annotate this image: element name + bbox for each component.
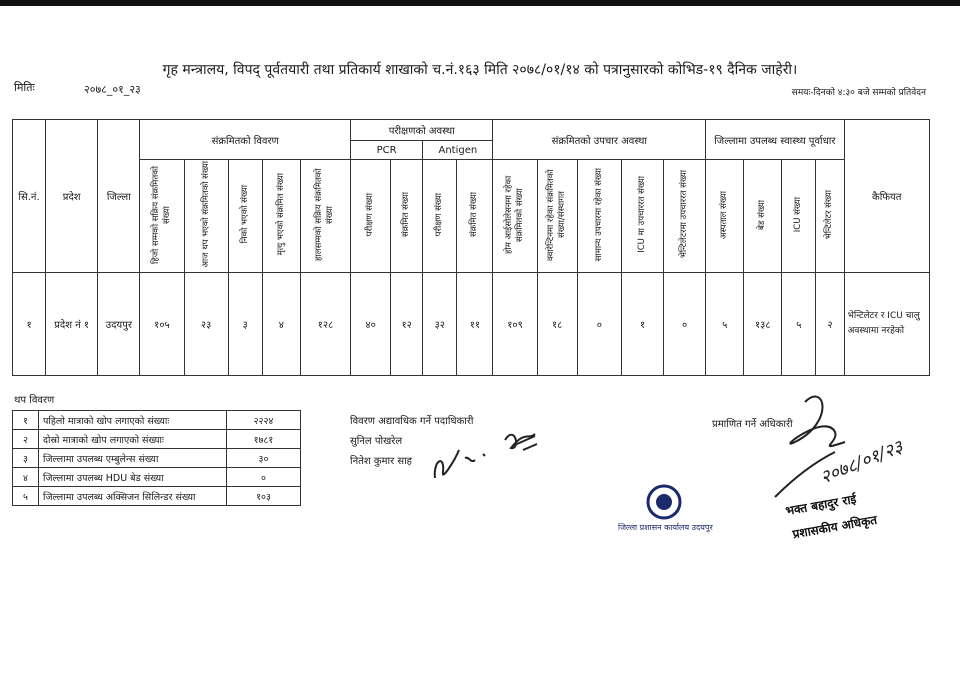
data-cell: १३८ (744, 273, 782, 376)
extra-label: पहिलो मात्राको खोप लगाएको संख्याः (39, 411, 227, 430)
subcol-header: निको भएको संख्या (228, 160, 262, 273)
data-cell: २ (816, 273, 844, 376)
data-cell: ३ (228, 273, 262, 376)
data-cell: ११ (457, 273, 493, 376)
extra-sn: ४ (13, 468, 39, 487)
subcol-header: सामान्य उपचारमा रहेका संख्या (577, 160, 621, 273)
subcol-header: परीक्षण संख्या (351, 160, 391, 273)
subcol-header: भेन्टिलेटर संख्या (816, 160, 844, 273)
office-stamp (612, 480, 713, 560)
extra-row (13, 411, 301, 430)
extra-sn: २ (13, 430, 39, 449)
approver-name: भक्त बहादुर राई (784, 491, 858, 519)
header-remarks: कैफियत (844, 120, 929, 273)
row-district: उदयपुर (98, 273, 140, 376)
extra-sn: १ (13, 411, 39, 430)
extra-row (13, 468, 301, 487)
data-cell: ० (664, 273, 706, 376)
extra-value: १७८१ (227, 430, 301, 449)
header-treatment-group: संक्रमितको उपचार अवस्था (493, 120, 706, 160)
data-cell: १८ (537, 273, 577, 376)
row-remarks: भेन्टिलेटर र ICU चालु अवस्थामा नरहेको (844, 273, 929, 376)
header-province: प्रदेश (46, 120, 98, 273)
extra-details-table (12, 410, 301, 506)
subcol-header: बेड संख्या (744, 160, 782, 273)
data-cell: १२ (391, 273, 423, 376)
subcol-header: अस्पताल संख्या (706, 160, 744, 273)
preparer-name-1: सुनिल पोखरेल (350, 436, 403, 447)
stamp-text: जिल्ला प्रशासन कार्यालय उदयपुर (618, 523, 713, 532)
extra-label: जिल्लामा उपलब्ध अक्सिजन सिलिन्डर संख्या (39, 487, 227, 506)
data-cell: ४ (262, 273, 300, 376)
handwritten-date: २०७८/०१/२३ (817, 436, 906, 489)
subcol-header: परीक्षण संख्या (423, 160, 457, 273)
page-title: गृह मन्त्रालय, विपद् पूर्वतयारी तथा प्रतिकार्य शाखाको च.नं.१६३ मिति २०७८/०१/१४ को पत्रानुसारको कोभिड-१९ दैनिक जाहेरी। (162, 62, 798, 78)
subcol-header: क्वारेन्टिनमा रहेका संक्रमितको संख्या/संस्थागत (537, 160, 577, 273)
header-infected-group: संक्रमितको विवरण (140, 120, 351, 160)
subcol-header: ICU संख्या (782, 160, 816, 273)
extra-label: जिल्लामा उपलब्ध एम्बुलेन्स संख्या (39, 449, 227, 468)
time-note: समयः-दिनको ४:३० बजे सम्मको प्रतिवेदन (791, 88, 926, 98)
preparer-label: विवरण अद्यावधिक गर्ने पदाधिकारी (350, 416, 474, 427)
data-cell: ५ (782, 273, 816, 376)
subcol-header: ICU मा उपचाररत संख्या (621, 160, 663, 273)
header-antigen: Antigen (423, 141, 493, 160)
subcol-header: भेन्टिलेटरमा उपचाररत संख्या (664, 160, 706, 273)
extra-value: ० (227, 468, 301, 487)
approver-signature (765, 372, 885, 512)
subcol-header: हिजो सम्मको सक्रिय संक्रमितको संख्या (140, 160, 184, 273)
header-health-group: जिल्लामा उपलब्ध स्वास्थ्य पूर्वाधार (706, 120, 844, 160)
extra-label: दोस्रो मात्राको खोप लगाएको संख्याः (39, 430, 227, 449)
approver-title: प्रशासकीय अधिकृत (791, 512, 879, 542)
subcol-header: संक्रमित संख्या (457, 160, 493, 273)
extra-value: २२२४ (227, 411, 301, 430)
subcol-header: होम आईसोलेसनमा रहेका संक्रमितको संख्या (493, 160, 537, 273)
approver-label: प्रमाणित गर्ने अधिकारी (712, 419, 793, 430)
subcol-header: हालसम्मको सक्रिय संक्रमितको संख्या (300, 160, 350, 273)
header-district: जिल्ला (98, 120, 140, 273)
header-sn: सि.नं. (13, 120, 46, 273)
data-cell: १२८ (300, 273, 350, 376)
extra-row (13, 449, 301, 468)
extra-label: जिल्लामा उपलब्ध HDU बेड संख्या (39, 468, 227, 487)
date-label: मितिः (14, 81, 35, 94)
subcol-header: आज थप भएको संक्रमितको संख्या (184, 160, 228, 273)
extra-value: ३० (227, 449, 301, 468)
extra-row (13, 487, 301, 506)
row-sn: १ (13, 273, 46, 376)
data-cell: १ (621, 273, 663, 376)
subcol-header: संक्रमित संख्या (391, 160, 423, 273)
data-cell: ३२ (423, 273, 457, 376)
data-cell: १०९ (493, 273, 537, 376)
data-cell: १०५ (140, 273, 184, 376)
header-testing-group: परीक्षणको अवस्था (351, 120, 493, 141)
covid-report-table (12, 119, 930, 376)
date-value: २०७८_०१_२३ (84, 83, 141, 96)
extra-details-title: थप विवरण (14, 395, 55, 406)
data-cell: ५ (706, 273, 744, 376)
data-cell: २३ (184, 273, 228, 376)
row-province: प्रदेश नं १ (46, 273, 98, 376)
extra-value: १०३ (227, 487, 301, 506)
extra-row (13, 430, 301, 449)
preparer-signature (425, 420, 555, 490)
preparer-name-2: नितेश कुमार साह (350, 456, 412, 467)
top-border (0, 0, 960, 6)
extra-sn: ५ (13, 487, 39, 506)
data-cell: ४० (351, 273, 391, 376)
data-cell: ० (577, 273, 621, 376)
subcol-header: मृत्यु भएको संक्रमित संख्या (262, 160, 300, 273)
extra-sn: ३ (13, 449, 39, 468)
header-pcr: PCR (351, 141, 423, 160)
